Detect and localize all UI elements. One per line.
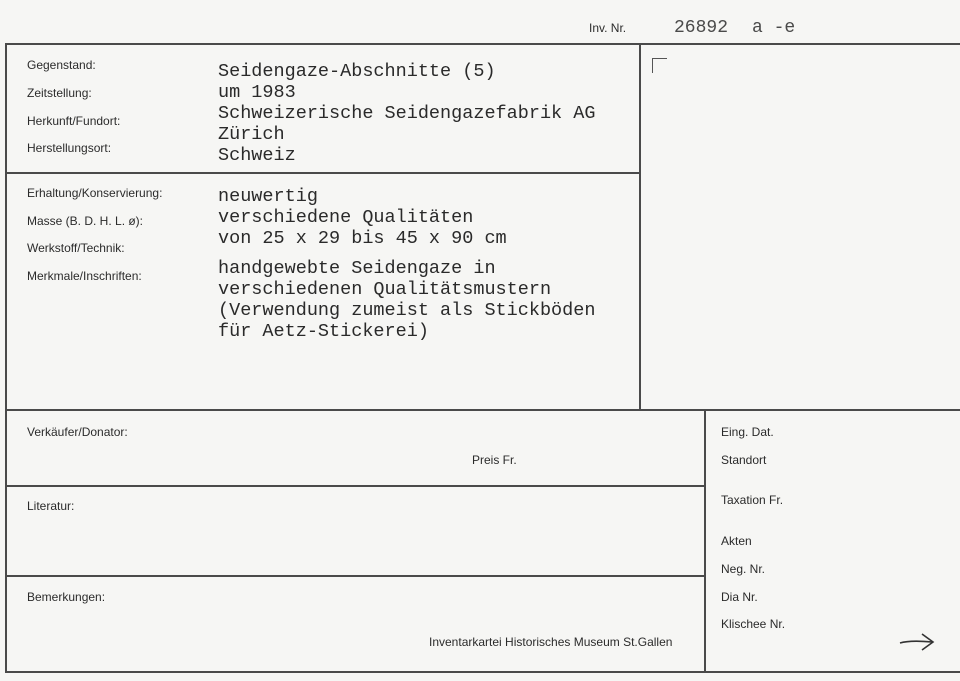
label-herstellungsort: Herstellungsort: <box>27 141 112 155</box>
label-zeitstellung: Zeitstellung: <box>27 86 92 100</box>
value-erhaltung: neuwertig <box>218 186 318 207</box>
label-literatur: Literatur: <box>27 499 75 513</box>
photo-box-divider <box>639 43 641 410</box>
bottom-border <box>5 671 960 673</box>
value-gegenstand: Seidengaze-Abschnitte (5) <box>218 61 496 82</box>
arrow-right-icon <box>898 630 938 654</box>
inv-suffix: a -e <box>752 18 796 38</box>
value-herstellungsort: Schweiz <box>218 145 296 166</box>
footer-museum: Inventarkartei Historisches Museum St.Gallen <box>429 635 673 649</box>
inv-number: 26892 <box>674 18 729 38</box>
label-akten: Akten <box>721 534 752 548</box>
label-werkstoff: Werkstoff/Technik: <box>27 241 125 255</box>
label-erhaltung: Erhaltung/Konservierung: <box>27 186 163 200</box>
header-divider <box>5 43 960 45</box>
photo-corner-mark <box>652 58 667 73</box>
value-zeitstellung: um 1983 <box>218 82 296 103</box>
label-neg-nr: Neg. Nr. <box>721 562 766 576</box>
section-divider-4 <box>5 575 704 577</box>
label-eing-dat: Eing. Dat. <box>721 425 774 439</box>
label-klischee-nr: Klischee Nr. <box>721 617 786 631</box>
value-merkmale-4: für Aetz-Stickerei) <box>218 321 429 342</box>
label-bemerkungen: Bemerkungen: <box>27 590 106 604</box>
section-divider-3 <box>5 485 704 487</box>
value-herkunft-2: Zürich <box>218 124 285 145</box>
label-preis: Preis Fr. <box>472 453 517 467</box>
label-masse: Masse (B. D. H. L. ø): <box>27 214 144 228</box>
section-divider-2 <box>5 409 960 411</box>
label-gegenstand: Gegenstand: <box>27 58 96 72</box>
label-taxation: Taxation Fr. <box>721 493 784 507</box>
right-column-divider <box>704 409 706 672</box>
label-standort: Standort <box>721 453 767 467</box>
inv-label: Inv. Nr. <box>589 21 627 35</box>
value-qualitaeten: verschiedene Qualitäten <box>218 207 474 228</box>
value-merkmale-2: verschiedenen Qualitätsmustern <box>218 279 552 300</box>
label-dia-nr: Dia Nr. <box>721 590 758 604</box>
value-masse: von 25 x 29 bis 45 x 90 cm <box>218 228 507 249</box>
left-border <box>5 43 7 672</box>
label-verkaeufer: Verkäufer/Donator: <box>27 425 128 439</box>
section-divider-1 <box>5 172 639 174</box>
value-merkmale-1: handgewebte Seidengaze in <box>218 258 496 279</box>
label-merkmale: Merkmale/Inschriften: <box>27 269 142 283</box>
value-merkmale-3: (Verwendung zumeist als Stickböden <box>218 300 596 321</box>
value-herkunft-1: Schweizerische Seidengazefabrik AG <box>218 103 596 124</box>
label-herkunft: Herkunft/Fundort: <box>27 114 121 128</box>
